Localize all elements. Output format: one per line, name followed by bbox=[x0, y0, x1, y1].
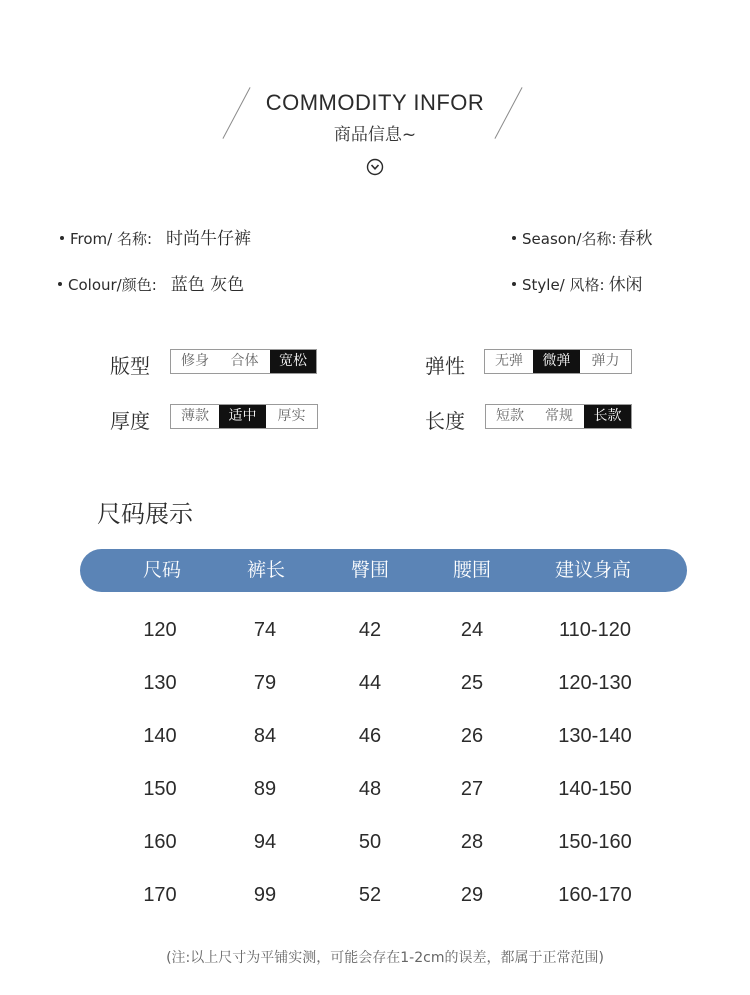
table-cell: 99 bbox=[253, 884, 277, 906]
attr-elasticity-option: 无弹 bbox=[495, 353, 523, 369]
info-colour bbox=[58, 270, 244, 295]
bullet-icon bbox=[512, 236, 516, 240]
attr-length-label: 长度 bbox=[425, 409, 465, 433]
attr-fit-option: 合体 bbox=[230, 353, 259, 369]
table-cell: 24 bbox=[460, 619, 484, 641]
attr-thickness-label: 厚度 bbox=[110, 409, 150, 433]
table-row bbox=[0, 725, 750, 755]
attr-thickness-option: 厚实 bbox=[277, 408, 306, 424]
table-row bbox=[0, 831, 750, 861]
column-header: 尺码 bbox=[142, 559, 182, 581]
table-cell: 52 bbox=[358, 884, 382, 906]
info-colour-value: 蓝色 灰色 bbox=[170, 275, 245, 295]
table-cell: 160-170 bbox=[558, 884, 632, 906]
info-from-label: From/ 名称: bbox=[70, 230, 153, 248]
size-section-title: 尺码展示 bbox=[97, 500, 193, 528]
attr-elasticity-option: 微弹 bbox=[533, 350, 580, 373]
table-cell: 140-150 bbox=[558, 778, 632, 800]
table-cell: 150 bbox=[143, 778, 177, 800]
table-cell: 48 bbox=[358, 778, 382, 800]
table-cell: 140 bbox=[143, 725, 177, 747]
attr-elasticity-label: 弹性 bbox=[425, 354, 465, 378]
table-row bbox=[0, 672, 750, 702]
table-cell: 46 bbox=[358, 725, 382, 747]
table-cell: 120-130 bbox=[558, 672, 632, 694]
table-cell: 110-120 bbox=[559, 619, 631, 641]
column-header: 建议身高 bbox=[554, 559, 632, 581]
info-style-value: 休闲 bbox=[608, 275, 643, 295]
table-cell: 25 bbox=[460, 672, 484, 694]
table-cell: 130 bbox=[143, 672, 177, 694]
column-header: 腰围 bbox=[452, 559, 492, 581]
attr-length-selector bbox=[485, 404, 632, 429]
table-cell: 89 bbox=[253, 778, 277, 800]
info-colour-label: Colour/颜色: bbox=[68, 276, 157, 294]
table-cell: 130-140 bbox=[558, 725, 632, 747]
info-season-value: 春秋 bbox=[618, 229, 653, 249]
table-cell: 79 bbox=[253, 672, 277, 694]
attr-fit-selector bbox=[170, 349, 317, 374]
table-cell: 120 bbox=[143, 619, 177, 641]
attr-thickness-selector bbox=[170, 404, 318, 429]
info-from-value: 时尚牛仔裤 bbox=[166, 229, 252, 249]
attr-fit-option: 宽松 bbox=[270, 350, 316, 373]
attr-length-option: 常规 bbox=[545, 408, 573, 424]
attr-length-option: 长款 bbox=[584, 405, 631, 428]
table-row bbox=[0, 619, 750, 649]
chevron-down-circle-icon bbox=[366, 158, 384, 176]
attr-thickness-option: 适中 bbox=[219, 405, 266, 428]
attr-fit-label: 版型 bbox=[110, 354, 150, 378]
info-style-label: Style/ 风格: bbox=[522, 276, 605, 294]
bullet-icon bbox=[512, 282, 516, 286]
table-cell: 84 bbox=[253, 725, 277, 747]
column-header: 臀围 bbox=[350, 559, 390, 581]
table-cell: 26 bbox=[460, 725, 484, 747]
table-cell: 27 bbox=[460, 778, 484, 800]
section-title: COMMODITY INFOR bbox=[265, 90, 485, 115]
table-cell: 42 bbox=[358, 619, 382, 641]
table-cell: 44 bbox=[358, 672, 382, 694]
attr-thickness-option: 薄款 bbox=[181, 408, 209, 424]
attr-fit-option: 修身 bbox=[181, 353, 209, 369]
section-subtitle: 商品信息~ bbox=[333, 125, 417, 145]
column-header: 裤长 bbox=[246, 559, 286, 581]
attr-elasticity-option: 弹力 bbox=[591, 353, 620, 369]
bullet-icon bbox=[58, 282, 62, 286]
info-season-label: Season/名称: bbox=[522, 230, 617, 248]
measurement-note: (注:以上尺寸为平铺实测，可能会存在1-2cm的误差，都属于正常范围) bbox=[166, 950, 604, 966]
info-style bbox=[512, 270, 643, 295]
size-table-header bbox=[80, 549, 687, 592]
table-cell: 150-160 bbox=[558, 831, 632, 853]
table-cell: 29 bbox=[460, 884, 484, 906]
table-cell: 28 bbox=[460, 831, 484, 853]
table-row bbox=[0, 884, 750, 914]
table-cell: 74 bbox=[253, 619, 277, 641]
table-cell: 50 bbox=[358, 831, 382, 853]
info-from bbox=[60, 224, 251, 249]
table-cell: 170 bbox=[143, 884, 177, 906]
table-cell: 160 bbox=[143, 831, 177, 853]
attr-elasticity-selector bbox=[484, 349, 632, 374]
table-row bbox=[0, 778, 750, 808]
attr-length-option: 短款 bbox=[496, 408, 524, 424]
info-season bbox=[512, 224, 653, 249]
bullet-icon bbox=[60, 236, 64, 240]
table-cell: 94 bbox=[253, 831, 277, 853]
